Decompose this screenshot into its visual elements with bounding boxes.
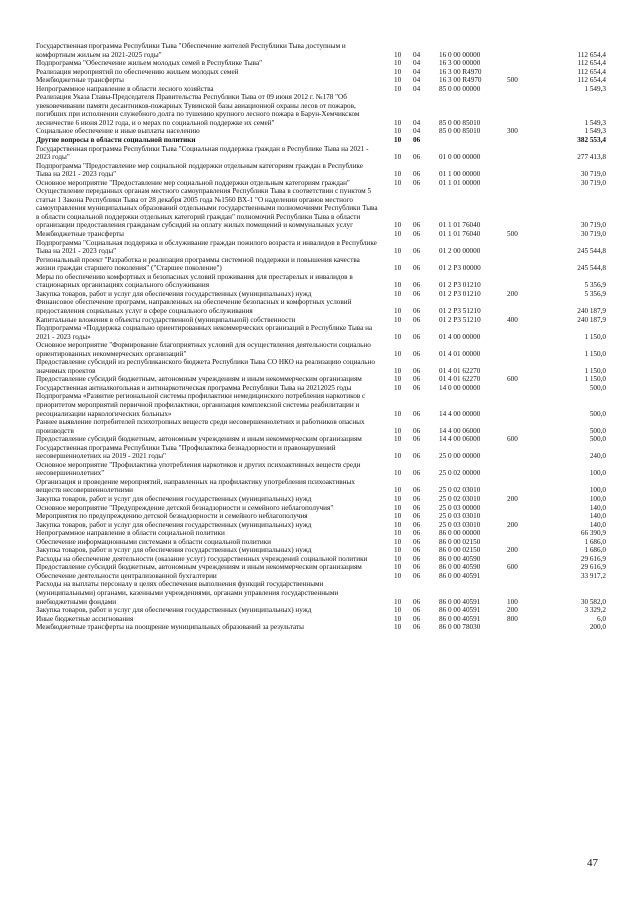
row-amount: 1 150,0 (584, 366, 606, 375)
row-subsection: 06 (413, 315, 421, 324)
row-amount: 240 187,9 (577, 315, 606, 324)
row-subsection: 04 (413, 50, 421, 59)
row-target-article: 86 0 00 40590 (439, 554, 481, 563)
row-subsection: 06 (413, 537, 421, 546)
row-target-article: 25 0 03 03010 (439, 520, 481, 529)
table-row (36, 504, 606, 513)
row-section: 10 (394, 178, 402, 187)
row-subsection: 06 (413, 247, 421, 256)
table-row (36, 179, 606, 188)
row-section: 10 (394, 452, 402, 461)
row-name: Межбюджетные трансферты на поощрение муниципальных образований за результаты (36, 623, 304, 632)
row-section: 10 (394, 383, 402, 392)
table-row (36, 273, 606, 290)
row-expense-type: 500 (507, 76, 518, 85)
row-section: 10 (394, 606, 402, 615)
row-section: 10 (394, 409, 402, 418)
row-section: 10 (394, 289, 402, 298)
row-amount: 1 150,0 (584, 332, 606, 341)
row-section: 10 (394, 281, 402, 290)
table-row (36, 572, 606, 581)
row-name: Мероприятия по предупреждению детской безнадзорности и семейного неблагополучия (36, 512, 308, 521)
row-amount: 500,0 (589, 409, 606, 418)
table-row (36, 418, 606, 435)
row-expense-type: 200 (507, 546, 518, 555)
row-target-article: 01 2 P3 51210 (439, 306, 481, 315)
row-name: Предоставление субсидий бюджетным, автономным учреждениям и иным некоммерческим организациям (36, 435, 362, 444)
row-target-article: 85 0 00 85010 (439, 118, 481, 127)
row-expense-type: 200 (507, 289, 518, 298)
table-row (36, 546, 606, 555)
table-row (36, 606, 606, 615)
row-subsection: 04 (413, 59, 421, 68)
row-name: Другие вопросы в области социальной политики (36, 136, 196, 145)
row-subsection: 06 (413, 546, 421, 555)
row-target-article: 14 4 00 06000 (439, 426, 481, 435)
row-section: 10 (394, 597, 402, 606)
row-amount: 29 616,9 (580, 563, 606, 572)
row-subsection: 06 (413, 153, 421, 162)
row-target-article: 01 2 P3 51210 (439, 315, 481, 324)
row-amount: 1 150,0 (584, 375, 606, 384)
row-amount: 100,0 (589, 469, 606, 478)
row-amount: 245 544,8 (577, 264, 606, 273)
row-section: 10 (394, 76, 402, 85)
row-section: 10 (394, 571, 402, 580)
row-subsection: 06 (413, 221, 421, 230)
row-name: Организация и проведение мероприятий, направленных на профилактику употребления психоактивных веществ несовершеннолетними (36, 477, 355, 495)
table-row (36, 444, 606, 461)
row-section: 10 (394, 315, 402, 324)
table-row (36, 495, 606, 504)
row-amount: 140,0 (589, 512, 606, 521)
row-amount: 30 719,0 (580, 178, 606, 187)
row-amount: 140,0 (589, 520, 606, 529)
row-name: Обеспечение информационными системами в области социальной политики (36, 537, 272, 546)
row-section: 10 (394, 512, 402, 521)
row-target-article: 01 2 00 00000 (439, 247, 481, 256)
row-target-article: 01 1 01 00000 (439, 178, 481, 187)
row-amount: 1 549,3 (584, 127, 606, 136)
row-name: Основное мероприятие "Предупреждение детской безнадзорности и семейного неблагополучия" (36, 503, 334, 512)
table-row (36, 512, 606, 521)
row-target-article: 25 0 03 03010 (439, 512, 481, 521)
table-row (36, 290, 606, 299)
row-amount: 30 719,0 (580, 230, 606, 239)
table-row (36, 461, 606, 478)
row-target-article: 85 0 00 00000 (439, 84, 481, 93)
row-amount: 200,0 (589, 623, 606, 632)
row-section: 10 (394, 332, 402, 341)
row-target-article: 85 0 00 85010 (439, 127, 481, 136)
row-amount: 140,0 (589, 503, 606, 512)
row-name: Подпрограмма «Поддержка социально ориентированных некоммерческих организаций в Республике Тыва на 2021 - 2023 годы» (36, 324, 373, 341)
row-target-article: 01 4 00 00000 (439, 332, 481, 341)
row-subsection: 06 (413, 383, 421, 392)
row-section: 10 (394, 546, 402, 555)
row-subsection: 06 (413, 563, 421, 572)
table-row (36, 230, 606, 239)
table-row (36, 187, 606, 230)
row-amount: 1 150,0 (584, 349, 606, 358)
row-target-article: 86 0 00 40591 (439, 571, 481, 580)
row-amount: 30 582,0 (580, 597, 606, 606)
table-row (36, 623, 606, 632)
table-row (36, 239, 606, 256)
row-section: 10 (394, 426, 402, 435)
row-amount: 240,0 (589, 452, 606, 461)
row-subsection: 06 (413, 332, 421, 341)
row-name: Осуществление переданных органам местного самоуправления Республики Тыва в соответствии с пунктом 5 статьи 1 Закона Республики Тыва от 28 декабря 2005 года №1560 ВХ-1 "О наделении органов местного самоуправления муниципальных образований отдельными государственными полномочиями Республики Тыва в области социальной поддержки отдельных категорий граждан" полномочий Республики Тыва в области организации предоставления гражданам субсидий на оплату жилых помещений и коммунальных услуг (36, 187, 378, 230)
row-expense-type: 600 (507, 563, 518, 572)
row-target-article: 01 1 01 76040 (439, 221, 481, 230)
row-subsection: 06 (413, 512, 421, 521)
row-name: Меры по обеспечению комфортных и безопасных условий проживания для престарелых и инвалидов в стационарных организациях социального обслуживания (36, 272, 353, 290)
row-section: 10 (394, 127, 402, 136)
row-section: 10 (394, 529, 402, 538)
row-section: 10 (394, 153, 402, 162)
row-target-article: 01 1 00 00000 (439, 170, 481, 179)
row-subsection: 06 (413, 230, 421, 239)
row-amount: 500,0 (589, 426, 606, 435)
row-target-article: 86 0 00 40591 (439, 597, 481, 606)
row-subsection: 06 (413, 554, 421, 563)
row-subsection: 04 (413, 84, 421, 93)
table-row (36, 93, 606, 127)
row-name: Подпрограмма «Развитие региональной системы профилактики немедицинского потребления наркотиков с приоритетом мероприятий первичной профилактики, организация комплексной системы реабилитации и ресоциализации наркологических больных» (36, 392, 366, 418)
table-row (36, 68, 606, 77)
row-name: Финансовое обеспечение программ, направленных на обеспечение безопасных и комфортных условий предоставления социальных услуг в сфере социального обслуживания (36, 298, 352, 315)
row-subsection: 06 (413, 281, 421, 290)
row-name: Социальное обеспечение и иные выплаты населению (36, 127, 200, 136)
row-expense-type: 200 (507, 606, 518, 615)
table-row (36, 127, 606, 136)
row-target-article: 16 3 00 R4970 (439, 76, 482, 85)
table-row (36, 85, 606, 94)
row-expense-type: 600 (507, 435, 518, 444)
row-name: Закупка товаров, работ и услуг для обеспечения государственных (муниципальных) нужд (36, 494, 312, 503)
row-expense-type: 800 (507, 614, 518, 623)
table-row (36, 341, 606, 358)
table-row (36, 76, 606, 85)
row-expense-type: 100 (507, 597, 518, 606)
row-amount: 1 549,3 (584, 84, 606, 93)
row-section: 10 (394, 537, 402, 546)
row-target-article: 01 0 00 00000 (439, 153, 481, 162)
table-row (36, 136, 606, 145)
row-section: 10 (394, 136, 402, 145)
row-subsection: 04 (413, 127, 421, 136)
row-name: Основное мероприятие "Формирование благоприятных условий для осуществления деятельности социально ориентированных некоммерческих организаций" (36, 341, 371, 358)
row-name: Закупка товаров, работ и услуг для обеспечения государственных (муниципальных) нужд (36, 289, 312, 298)
row-subsection: 06 (413, 375, 421, 384)
row-subsection: 06 (413, 571, 421, 580)
row-amount: 112 654,4 (577, 67, 606, 76)
row-target-article: 86 0 00 40591 (439, 606, 481, 615)
table-row (36, 324, 606, 341)
row-name: Иные бюджетные ассигнования (36, 614, 134, 623)
row-amount: 5 356,9 (584, 281, 606, 290)
row-target-article: 01 2 P3 01210 (439, 289, 481, 298)
row-target-article: 16 0 00 00000 (439, 50, 481, 59)
row-name: Подпрограмма "Обеспечение жильем молодых семей в Республике Тыва" (36, 59, 263, 68)
table-row (36, 145, 606, 162)
row-subsection: 06 (413, 614, 421, 623)
row-section: 10 (394, 230, 402, 239)
row-subsection: 06 (413, 529, 421, 538)
row-target-article: 25 0 02 03010 (439, 486, 481, 495)
row-target-article: 14 4 00 06000 (439, 435, 481, 444)
row-amount: 245 544,8 (577, 247, 606, 256)
row-subsection: 06 (413, 597, 421, 606)
row-subsection: 06 (413, 469, 421, 478)
row-expense-type: 200 (507, 520, 518, 529)
row-name: Расходы на обеспечение деятельности (оказание услуг) государственных учреждений социальной политики (36, 554, 368, 563)
row-subsection: 06 (413, 520, 421, 529)
row-subsection: 06 (413, 366, 421, 375)
row-name: Подпрограмма "Социальная поддержка и обслуживание граждан пожилого возраста и инвалидов в Республике Тыва на 2021 - 2023 годы" (36, 238, 377, 256)
row-section: 10 (394, 554, 402, 563)
row-subsection: 06 (413, 606, 421, 615)
row-subsection: 06 (413, 136, 421, 145)
row-section: 10 (394, 375, 402, 384)
row-subsection: 06 (413, 178, 421, 187)
table-row (36, 555, 606, 564)
row-amount: 112 654,4 (577, 50, 606, 59)
table-row (36, 375, 606, 384)
row-target-article: 25 0 00 00000 (439, 452, 481, 461)
table-row (36, 435, 606, 444)
row-amount: 277 413,8 (577, 153, 606, 162)
row-subsection: 04 (413, 76, 421, 85)
row-target-article: 86 0 00 40590 (439, 563, 481, 572)
table-row (36, 358, 606, 375)
row-section: 10 (394, 59, 402, 68)
table-row (36, 529, 606, 538)
row-subsection: 04 (413, 118, 421, 127)
row-amount: 100,0 (589, 486, 606, 495)
row-name: Подпрограмма "Предоставление мер социальной поддержки отдельным категориям граждан в Республике Тыва на 2021 - 2023 годы" (36, 161, 363, 179)
row-section: 10 (394, 494, 402, 503)
row-amount: 1 549,3 (584, 118, 606, 127)
row-amount: 112 654,4 (577, 76, 606, 85)
table-row (36, 162, 606, 179)
row-section: 10 (394, 623, 402, 632)
row-expense-type: 400 (507, 315, 518, 324)
table-row (36, 521, 606, 530)
row-subsection: 06 (413, 452, 421, 461)
row-section: 10 (394, 366, 402, 375)
row-amount: 29 616,9 (580, 554, 606, 563)
row-subsection: 06 (413, 426, 421, 435)
table-row (36, 256, 606, 273)
row-amount: 112 654,4 (577, 59, 606, 68)
row-amount: 3 329,2 (584, 606, 606, 615)
row-section: 10 (394, 520, 402, 529)
table-row (36, 392, 606, 418)
row-name: Закупка товаров, работ и услуг для обеспечения государственных (муниципальных) нужд (36, 606, 312, 615)
row-target-article: 86 0 00 40591 (439, 614, 481, 623)
row-expense-type: 300 (507, 127, 518, 136)
row-name: Государственная программа Республики Тыва "Социальная поддержка граждан в Республике Тыва на 2021 - 2023 годы" (36, 144, 369, 162)
row-name: Непрограммное направление в области социальной политики (36, 529, 225, 538)
row-expense-type: 600 (507, 375, 518, 384)
row-subsection: 06 (413, 623, 421, 632)
row-section: 10 (394, 247, 402, 256)
row-amount: 5 356,9 (584, 289, 606, 298)
row-subsection: 06 (413, 494, 421, 503)
row-subsection: 06 (413, 289, 421, 298)
row-amount: 30 719,0 (580, 170, 606, 179)
row-name: Реализация Указа Главы-Председателя Правительства Республики Тыва от 09 июня 2012 г. №178 "Об увековечивании памяти десантников-пожарных Тувинской базы авиационной охраны лесов от пожаров, погибших при исполнении служебного долга по тушению крупного лесного пожара в Барун-Хемчикском лесничестве 6 июня 2012 года, и о мерах по социальной поддержке их семей" (36, 93, 360, 127)
row-section: 10 (394, 563, 402, 572)
row-target-article: 86 0 00 00000 (439, 529, 481, 538)
row-name: Обеспечение деятельности централизованной бухгалтерии (36, 571, 217, 580)
row-amount: 240 187,9 (577, 306, 606, 315)
row-section: 10 (394, 264, 402, 273)
row-section: 10 (394, 435, 402, 444)
row-section: 10 (394, 118, 402, 127)
row-target-article: 14 0 00 00000 (439, 383, 481, 392)
row-name: Межбюджетные трансферты (36, 76, 124, 85)
row-section: 10 (394, 50, 402, 59)
row-section: 10 (394, 503, 402, 512)
row-name: Закупка товаров, работ и услуг для обеспечения государственных (муниципальных) нужд (36, 546, 312, 555)
row-expense-type: 500 (507, 230, 518, 239)
table-row (36, 316, 606, 325)
row-subsection: 06 (413, 435, 421, 444)
page-number: 47 (587, 857, 598, 869)
row-amount: 6,0 (597, 614, 606, 623)
row-name: Предоставление субсидий бюджетным, автономным учреждениям и иным некоммерческим организациям (36, 375, 362, 384)
row-section: 10 (394, 170, 402, 179)
row-subsection: 04 (413, 67, 421, 76)
table-row (36, 42, 606, 59)
row-name: Предоставление субсидий из республиканского бюджета Республики Тыва СО НКО на реализацию социально значимых проектов (36, 358, 375, 375)
row-target-article: 16 3 00 00000 (439, 59, 481, 68)
row-name: Раннее выявление потребителей психотропных веществ среди несовершеннолетних и работников опасных производств (36, 418, 365, 435)
table-row (36, 298, 606, 315)
row-target-article: 86 0 00 78030 (439, 623, 481, 632)
row-subsection: 06 (413, 409, 421, 418)
row-section: 10 (394, 221, 402, 230)
row-amount: 1 686,0 (584, 546, 606, 555)
table-row (36, 384, 606, 393)
row-amount: 66 390,9 (580, 529, 606, 538)
row-section: 10 (394, 84, 402, 93)
row-target-article: 86 0 00 02150 (439, 546, 481, 555)
row-name: Основное мероприятие "Предоставление мер социальной поддержки отдельным категориям граждан" (36, 178, 350, 187)
table-row (36, 563, 606, 572)
row-name: Государственная программа Республики Тыва "Обеспечение жителей Республики Тыва доступным и комфортным жильем на 2021-2025 годы" (36, 42, 346, 59)
row-name: Реализация мероприятий по обеспечению жильем молодых семей (36, 67, 239, 76)
row-section: 10 (394, 469, 402, 478)
row-name: Государственная антиалкогольная и антинаркотическая программа Республики Тыва на 20212025 годы (36, 383, 352, 392)
row-subsection: 06 (413, 170, 421, 179)
row-name: Расходы на выплаты персоналу в целях обеспечения выполнения функций государственными (муниципальными) органами, казенными учреждениями, органами управления государственными внебюджетными фондами (36, 580, 339, 606)
table-row (36, 615, 606, 624)
row-amount: 1 686,0 (584, 537, 606, 546)
row-name: Закупка товаров, работ и услуг для обеспечения государственных (муниципальных) нужд (36, 520, 312, 529)
row-amount: 33 917,2 (580, 571, 606, 580)
row-amount: 500,0 (589, 435, 606, 444)
row-target-article: 16 3 00 R4970 (439, 67, 482, 76)
table-row (36, 580, 606, 606)
row-target-article: 01 4 01 62270 (439, 375, 481, 384)
row-target-article: 01 4 01 00000 (439, 349, 481, 358)
row-target-article: 86 0 00 02150 (439, 537, 481, 546)
row-section: 10 (394, 349, 402, 358)
row-target-article: 25 0 03 00000 (439, 503, 481, 512)
row-subsection: 06 (413, 264, 421, 273)
row-target-article: 01 1 01 76040 (439, 230, 481, 239)
row-target-article: 01 2 P3 01210 (439, 281, 481, 290)
row-expense-type: 200 (507, 494, 518, 503)
row-subsection: 06 (413, 503, 421, 512)
row-subsection: 06 (413, 306, 421, 315)
row-target-article: 25 0 02 00000 (439, 469, 481, 478)
budget-table (36, 42, 606, 632)
row-name: Непрограммное направление в области лесного хозяйства (36, 84, 214, 93)
row-target-article: 14 4 00 00000 (439, 409, 481, 418)
row-name: Капитальные вложения в объекты государственной (муниципальной) собственности (36, 315, 296, 324)
row-target-article: 01 4 01 62270 (439, 366, 481, 375)
row-name: Предоставление субсидий бюджетным, автономным учреждениям и иным некоммерческим организациям (36, 563, 362, 572)
row-subsection: 06 (413, 486, 421, 495)
row-name: Государственная программа Республики Тыва "Профилактика безнадзорности и правонарушений несовершеннолетних на 2019 - 2021 годы" (36, 443, 336, 461)
row-name: Региональный проект "Разработка и реализация программы системной поддержки и повышения качества жизни граждан старшего поколения" ("Старшее поколение") (36, 255, 360, 273)
row-section: 10 (394, 614, 402, 623)
row-subsection: 06 (413, 349, 421, 358)
row-section: 10 (394, 306, 402, 315)
row-amount: 30 719,0 (580, 221, 606, 230)
row-amount: 382 553,4 (577, 136, 606, 145)
row-target-article: 25 0 02 03010 (439, 494, 481, 503)
row-name: Основное мероприятие "Профилактика употребления наркотиков и других психоактивных веществ среди несовершеннолетних" (36, 460, 361, 478)
table-row (36, 478, 606, 495)
row-name: Межбюджетные трансферты (36, 230, 124, 239)
row-section: 10 (394, 486, 402, 495)
table-row (36, 538, 606, 547)
row-amount: 500,0 (589, 383, 606, 392)
row-section: 10 (394, 67, 402, 76)
row-target-article: 01 2 P3 00000 (439, 264, 481, 273)
table-row (36, 59, 606, 68)
row-amount: 100,0 (589, 494, 606, 503)
